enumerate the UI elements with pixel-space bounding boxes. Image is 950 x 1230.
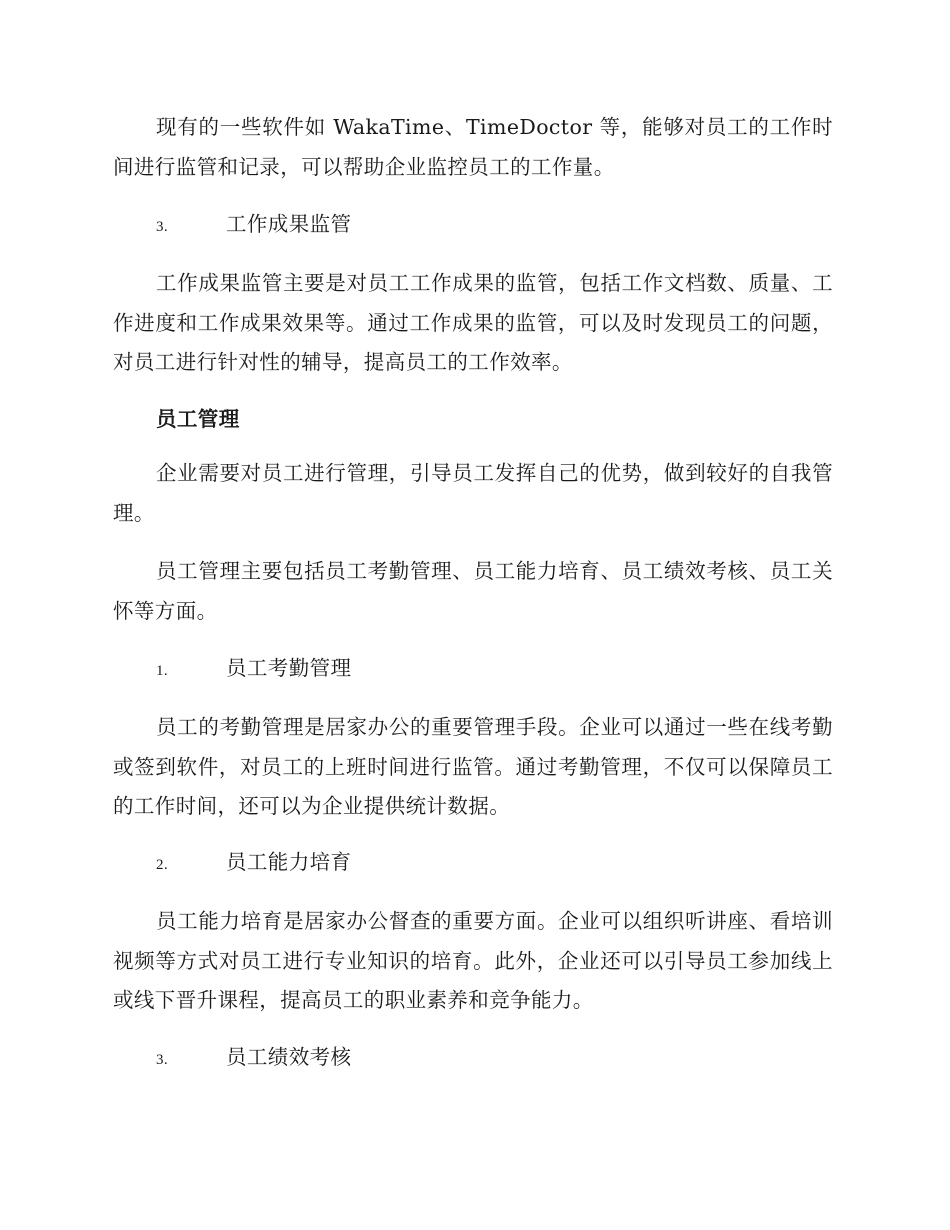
paragraph-attendance: 员工的考勤管理是居家办公的重要管理手段。企业可以通过一些在线考勤或签到软件，对员工的上班时间进行监管。通过考勤管理，不仅可以保障员工的工作时间，还可以为企业提供统计数据。 <box>113 715 833 818</box>
list-number: 3. <box>156 1052 169 1068</box>
list-item-work-results <box>156 209 351 242</box>
paragraph-employee-management-intro: 企业需要对员工进行管理，引导员工发挥自己的优势，做到较好的自我管理。 <box>113 461 833 525</box>
list-number: 3. <box>156 219 169 235</box>
list-item-performance-review <box>156 1042 351 1075</box>
list-number: 2. <box>156 857 169 873</box>
paragraph-work-results: 工作成果监管主要是对员工工作成果的监管，包括工作文档数、质量、工作进度和工作成果效果等。通过工作成果的监管，可以及时发现员工的问题，对员工进行针对性的辅导，提高员工的工作效率。 <box>113 271 833 374</box>
section-heading: 员工管理 <box>156 407 240 431</box>
list-item-ability-training <box>156 847 351 880</box>
list-item-title: 员工能力培育 <box>226 850 352 874</box>
paragraph-ability-training: 员工能力培育是居家办公督查的重要方面。企业可以组织听讲座、看培训视频等方式对员工进行专业知识的培育。此外，企业还可以引导员工参加线上或线下晋升课程，提高员工的职业素养和竞争能力。 <box>113 909 833 1012</box>
paragraph-software-examples: 现有的一些软件如 WakaTime、TimeDoctor 等，能够对员工的工作时间进行监管和记录，可以帮助企业监控员工的工作量。 <box>113 115 833 179</box>
list-item-attendance <box>156 653 351 686</box>
paragraph-employee-management-scope: 员工管理主要包括员工考勤管理、员工能力培育、员工绩效考核、员工关怀等方面。 <box>113 559 833 623</box>
list-item-title: 工作成果监管 <box>226 212 352 236</box>
list-item-title: 员工绩效考核 <box>226 1045 352 1069</box>
list-item-title: 员工考勤管理 <box>226 656 352 680</box>
list-number: 1. <box>156 663 169 679</box>
